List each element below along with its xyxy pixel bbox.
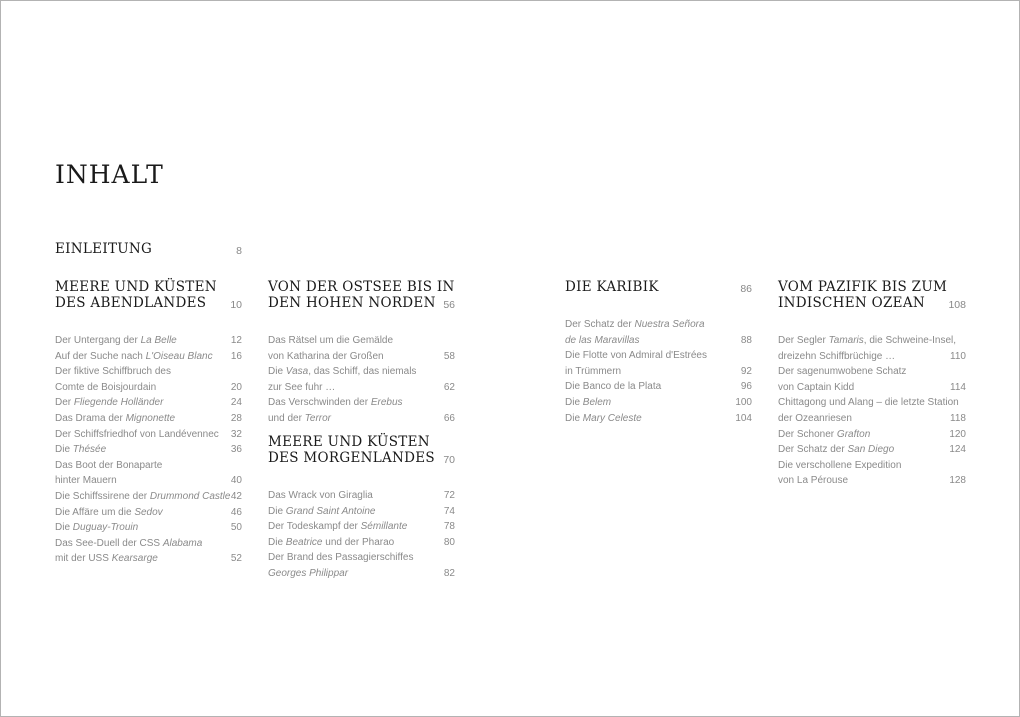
entry-line [778, 411, 966, 427]
entry-line [268, 411, 455, 427]
toc-entry[interactable] [55, 442, 242, 458]
entry-text: Die Banco de la Plata [565, 381, 662, 393]
entry-text: Der Schatz der [778, 444, 848, 456]
entry-line [268, 504, 455, 520]
entry-ship-name: L'Oiseau Blanc [145, 350, 213, 362]
toc-entry[interactable] [268, 364, 455, 395]
entry-text: Die [55, 444, 73, 456]
toc-entry[interactable] [778, 333, 966, 364]
toc-entry[interactable] [55, 427, 242, 443]
entry-line [268, 364, 455, 380]
section-page-number: 108 [948, 299, 966, 311]
entry-ship-name: San Diego [847, 444, 895, 456]
entry-text: , das Schiff, das niemals [308, 366, 417, 378]
entry-text: der Ozeanriesen [778, 412, 852, 424]
entry-page-number: 40 [230, 475, 242, 487]
toc-entry[interactable] [55, 520, 242, 536]
entry-page-number: 28 [230, 412, 242, 424]
entry-ship-name: Sedov [134, 506, 163, 518]
toc-entry[interactable] [55, 489, 242, 505]
entry-line [268, 550, 455, 566]
section-title-line: DES MORGENLANDES [268, 450, 435, 466]
section-title-line: MEERE UND KÜSTEN [268, 434, 430, 450]
intro-heading[interactable] [55, 241, 242, 257]
entry-text: Der Schatz der [565, 319, 635, 330]
entry-page-number: 20 [230, 381, 242, 393]
entry-text: Das Verschwinden der [268, 397, 371, 409]
entry-text: Der Segler [778, 335, 829, 346]
section-page-number: 86 [740, 283, 752, 295]
entry-page-number: 16 [230, 350, 242, 362]
entry-text: Der fiktive Schiffbruch des [55, 366, 171, 378]
entry-text: Chittagong und Alang – die letzte Station [778, 397, 959, 409]
entry-page-number: 104 [735, 412, 752, 424]
toc-entry[interactable] [565, 379, 752, 395]
section-heading[interactable] [778, 279, 966, 311]
entry-line [565, 411, 752, 427]
entry-ship-name: de las Maravillas [565, 334, 640, 346]
toc-entry[interactable] [778, 427, 966, 443]
entry-page-number: 58 [443, 350, 455, 362]
entry-page-number: 50 [230, 522, 242, 534]
section-page-number: 56 [443, 299, 455, 311]
entry-page-number: 12 [230, 335, 242, 346]
entry-ship-name: Drummond Castle [149, 490, 231, 502]
toc-entry[interactable] [778, 458, 966, 489]
entry-text: Die [565, 396, 583, 408]
entry-text: Die Flotte von Admiral d'Estrées [565, 350, 707, 362]
entry-line [268, 535, 455, 551]
entry-text: dreizehn Schiffbrüchige … [778, 350, 896, 362]
toc-entry[interactable] [268, 488, 455, 504]
section-pazifik [778, 279, 966, 489]
entry-line [565, 333, 752, 349]
entry-page-number: 36 [230, 444, 242, 456]
entry-line [55, 536, 242, 552]
entry-page-number: 46 [230, 506, 242, 518]
entry-text: Die verschollene Expedition [778, 459, 902, 471]
entry-text: Der Untergang der [55, 335, 141, 346]
entry-text: Das Rätsel um die Gemälde [268, 335, 394, 346]
entry-text: Der Schoner [778, 428, 837, 440]
entry-page-number: 100 [735, 396, 752, 408]
section-page-number: 70 [443, 454, 455, 466]
entry-line [565, 379, 752, 395]
entry-line [55, 505, 242, 521]
entry-page-number: 110 [950, 350, 966, 362]
entry-text: Die [268, 536, 286, 548]
entry-page-number: 24 [230, 397, 242, 409]
entry-page-number: 120 [949, 428, 966, 440]
entry-text: Das See-Duell der CSS [55, 537, 163, 549]
toc-entry[interactable] [55, 505, 242, 521]
toc-entry[interactable] [55, 333, 242, 349]
toc-entry[interactable] [55, 364, 242, 395]
entry-page-number: 74 [443, 505, 455, 517]
entry-text: Der sagenumwobene Schatz [778, 366, 907, 378]
entry-page-number: 42 [230, 490, 242, 502]
entry-text: hinter Mauern [55, 475, 117, 487]
entry-ship-name: La Belle [140, 335, 177, 346]
entry-text: Der Todeskampf der [268, 521, 361, 533]
entry-line [55, 489, 242, 505]
section-title-line: VON DER OSTSEE BIS IN [268, 279, 455, 295]
entry-ship-name: Fliegende Holländer [73, 397, 164, 409]
entry-ship-name: Vasa [285, 366, 309, 378]
entry-page-number: 62 [443, 381, 455, 393]
section-title-line: MEERE UND KÜSTEN [55, 279, 217, 295]
entry-ship-name: Duguay-Trouin [72, 522, 139, 534]
entry-list [268, 333, 455, 427]
entry-text: und der Pharao [322, 536, 395, 548]
toc-entry[interactable] [778, 395, 966, 426]
entry-ship-name: Georges Philippar [268, 567, 349, 579]
entry-text: Die [268, 366, 286, 378]
entry-page-number: 92 [740, 365, 752, 377]
entry-line [55, 473, 242, 489]
toc-entry[interactable] [565, 317, 752, 348]
entry-text: Der Brand des Passagierschiffes [268, 552, 414, 564]
entry-ship-name: Beatrice [285, 536, 323, 548]
entry-text: Comte de Boisjourdain [55, 381, 157, 393]
entry-page-number: 118 [950, 412, 966, 424]
entry-line [268, 566, 455, 582]
entry-ship-name: Grand Saint Antoine [285, 505, 376, 517]
entry-text: Das Wrack von Giraglia [268, 490, 373, 501]
entry-ship-name: Erebus [370, 397, 403, 409]
section-heading[interactable] [268, 434, 455, 466]
entry-page-number: 82 [443, 567, 455, 579]
entry-ship-name: Thésée [72, 444, 107, 456]
entry-page-number: 124 [949, 444, 966, 456]
entry-list [778, 333, 966, 489]
entry-text: Das Drama der [55, 412, 126, 424]
toc-entry[interactable] [268, 333, 455, 364]
entry-line [268, 488, 455, 504]
entry-line [778, 364, 966, 380]
entry-list [268, 488, 455, 582]
entry-ship-name: Alabama [162, 537, 203, 549]
entry-line [268, 349, 455, 365]
entry-line [778, 380, 966, 396]
section-title-line: INDISCHEN OZEAN [778, 295, 925, 311]
entry-line [778, 395, 966, 411]
toc-entry[interactable] [268, 519, 455, 535]
section-morgenland [268, 434, 455, 582]
entry-line [268, 395, 455, 411]
entry-page-number: 72 [443, 490, 455, 501]
entry-line [565, 364, 752, 380]
entry-line [565, 317, 752, 333]
toc-entry[interactable] [268, 535, 455, 551]
section-heading[interactable] [268, 279, 455, 311]
entry-line [778, 442, 966, 458]
entry-line [55, 520, 242, 536]
toc-entry[interactable] [55, 411, 242, 427]
toc-entry[interactable] [268, 550, 455, 581]
toc-entry[interactable] [565, 411, 752, 427]
entry-text: von Captain Kidd [778, 381, 855, 393]
entry-text: Der [55, 397, 74, 409]
section-heading[interactable] [55, 279, 242, 311]
entry-text: zur See fuhr … [268, 381, 336, 393]
entry-ship-name: Tamaris [828, 335, 864, 346]
entry-line [778, 473, 966, 489]
entry-page-number: 128 [949, 475, 966, 487]
entry-line [268, 519, 455, 535]
entry-line [55, 333, 242, 349]
entry-ship-name: Mignonette [125, 412, 176, 424]
entry-line [268, 333, 455, 349]
entry-ship-name: Sémillante [360, 521, 408, 533]
entry-line [268, 380, 455, 396]
entry-line [55, 458, 242, 474]
entry-ship-name: Terror [304, 412, 332, 424]
entry-ship-name: Mary Celeste [582, 412, 642, 424]
toc-entry[interactable] [55, 458, 242, 489]
section-title-line: VOM PAZIFIK BIS ZUM [778, 279, 948, 295]
entry-page-number: 114 [950, 381, 966, 393]
section-heading[interactable] [565, 279, 752, 295]
entry-line [565, 348, 752, 364]
entry-line [55, 411, 242, 427]
entry-ship-name: Grafton [836, 428, 871, 440]
entry-text: , die Schweine-Insel, [863, 335, 957, 346]
entry-page-number: 80 [443, 536, 455, 548]
section-title-line: DEN HOHEN NORDEN [268, 295, 436, 311]
entry-text: Auf der Suche nach [55, 350, 146, 362]
section-page-number: 10 [230, 299, 242, 311]
entry-line [55, 364, 242, 380]
entry-text: Der Schiffsfriedhof von Landévennec [55, 428, 219, 440]
entry-text: Die Schiffssirene der [55, 490, 150, 502]
entry-line [778, 349, 966, 365]
entry-text: Das Boot der Bonaparte [55, 459, 163, 471]
toc-entry[interactable] [778, 442, 966, 458]
toc-entry[interactable] [778, 364, 966, 395]
entry-ship-name: Belem [582, 396, 612, 408]
entry-text: und der [268, 412, 305, 424]
toc-entry[interactable] [55, 349, 242, 365]
section-abendland [55, 279, 242, 567]
entry-line [55, 395, 242, 411]
section-karibik [565, 279, 752, 426]
section-title-line: DES ABENDLANDES [55, 295, 207, 311]
entry-page-number: 52 [230, 553, 242, 565]
entry-line [565, 395, 752, 411]
entry-text: Die Affäre um die [55, 506, 135, 518]
entry-ship-name: Kearsarge [111, 553, 158, 565]
toc-entry[interactable] [268, 504, 455, 520]
toc-entry[interactable] [565, 395, 752, 411]
entry-page-number: 96 [740, 381, 752, 393]
section-ostsee [268, 279, 455, 427]
entry-line [778, 458, 966, 474]
entry-text: Die [268, 505, 286, 517]
toc-entry[interactable] [55, 536, 242, 567]
toc-entry[interactable] [565, 348, 752, 379]
entry-text: mit der USS [55, 553, 112, 565]
entry-list [565, 317, 752, 426]
entry-text: Die [55, 522, 73, 534]
entry-line [55, 380, 242, 396]
entry-ship-name: Nuestra Señora [634, 319, 705, 330]
entry-text: Die [565, 412, 583, 424]
entry-line [778, 427, 966, 443]
entry-text: in Trümmern [565, 365, 622, 377]
entry-line [778, 333, 966, 349]
entry-line [55, 551, 242, 567]
entry-page-number: 32 [230, 428, 242, 440]
entry-page-number: 78 [443, 521, 455, 533]
entry-page-number: 66 [443, 412, 455, 424]
toc-entry[interactable] [268, 395, 455, 426]
entry-text: von La Pérouse [778, 475, 849, 487]
entry-page-number: 88 [740, 334, 752, 346]
section-title-line: DIE KARIBIK [565, 279, 659, 295]
intro-page: 8 [236, 245, 242, 257]
toc-entry[interactable] [55, 395, 242, 411]
page-title: INHALT [55, 160, 164, 189]
entry-line [55, 427, 242, 443]
entry-list [55, 333, 242, 567]
entry-line [55, 349, 242, 365]
entry-line [55, 442, 242, 458]
intro-title: EINLEITUNG [55, 241, 153, 257]
entry-text: von Katharina der Großen [268, 350, 384, 362]
